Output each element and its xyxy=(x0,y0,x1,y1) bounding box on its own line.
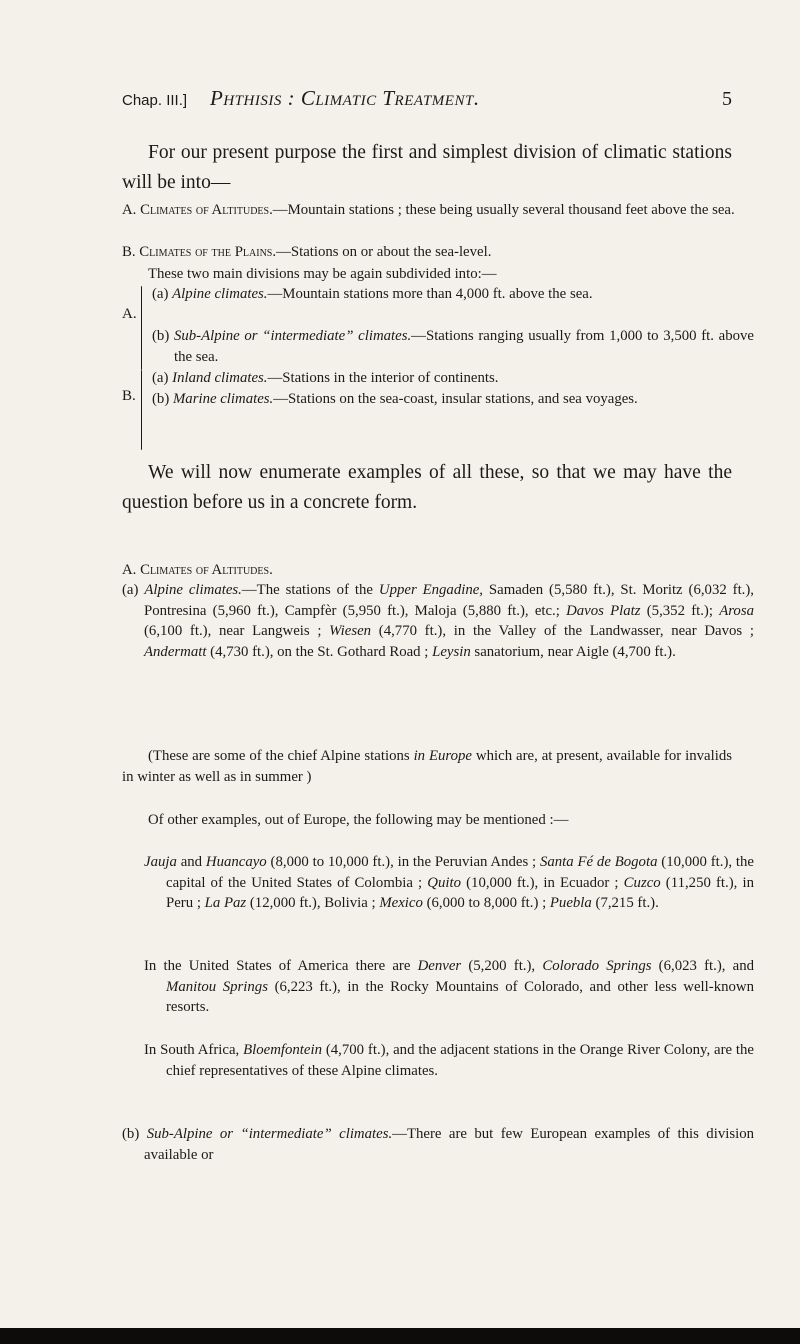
us-paragraph xyxy=(144,956,754,1018)
place-puebla: Puebla xyxy=(549,895,592,911)
europe-note xyxy=(122,746,732,787)
group-b-item-b xyxy=(152,389,754,410)
group-b-item-b-text: —Stations on the sea-coast, insular stations, and sea voyages. xyxy=(273,391,638,407)
place-bogota: Santa Fé de Bogota xyxy=(539,854,658,870)
america-text-8: (7,215 ft.). xyxy=(591,895,659,911)
group-b-item-a-text: —Stations in the interior of continents. xyxy=(267,370,499,386)
alpine-text-7: sanatorium, near Aigle (4,700 ft.). xyxy=(470,643,676,660)
division-a-text: —Mountain stations ; these being usually several thousand feet above the sea. xyxy=(272,202,735,218)
group-a-item-a-title: Alpine climates. xyxy=(172,286,268,302)
place-huancayo: Huancayo xyxy=(205,854,267,870)
division-b-text: —Stations on or about the sea-level. xyxy=(276,244,492,260)
group-a-item-a-text: —Mountain stations more than 4,000 ft. above the sea. xyxy=(267,286,593,302)
america-text-7: (6,000 to 8,000 ft.) ; xyxy=(422,895,550,911)
africa-text-1: In South Africa, xyxy=(144,1042,244,1058)
us-text-3: (6,023 ft.), and xyxy=(651,958,755,974)
group-b-brace xyxy=(141,370,142,450)
place-la-paz: La Paz xyxy=(204,895,247,911)
alpine-title: Alpine climates. xyxy=(144,582,242,598)
europe-note-text-2: which are, at present, available for invalids in winter as well as in summer ) xyxy=(122,748,732,785)
group-a-item-b xyxy=(152,326,754,367)
alpine-place-wiesen: Wiesen xyxy=(329,623,372,639)
group-a-item-a-marker: (a) xyxy=(152,286,169,302)
alpine-place-andermatt: Andermatt xyxy=(144,643,207,660)
running-title: Phthisis : Climatic Treatment. xyxy=(210,86,480,110)
division-b xyxy=(122,242,754,263)
division-a xyxy=(122,200,754,221)
subalpine-text: —There are but few European examples of this division available or xyxy=(144,1126,754,1163)
page-header xyxy=(122,86,732,116)
group-b-item-a-marker: (a) xyxy=(152,370,169,386)
alpine-paragraph xyxy=(122,580,754,662)
division-b-heading: Climates of the Plains. xyxy=(139,244,277,260)
alpine-place-arosa: Arosa xyxy=(719,602,754,619)
group-a-item-a xyxy=(152,284,754,305)
group-b-label: B. xyxy=(122,388,136,404)
group-b-item-a xyxy=(152,368,754,389)
place-denver: Denver xyxy=(417,958,462,974)
scan-edge-bar xyxy=(0,1328,800,1344)
europe-note-text-1: (These are some of the chief Alpine stations xyxy=(148,748,414,764)
group-a-item-b-marker: (b) xyxy=(152,328,170,344)
group-b-item-a-title: Inland climates. xyxy=(172,370,268,386)
america-text-3: (10,000 ft.), the capital of the United States of Colombia ; xyxy=(166,854,754,891)
africa-paragraph xyxy=(144,1040,754,1081)
alpine-text-6: (4,730 ft.), on the St. Gothard Road ; xyxy=(206,643,433,660)
us-text-1: In the United States of America there are xyxy=(144,958,418,974)
alpine-text-1: —The stations of the xyxy=(241,582,379,598)
subalpine-marker: (b) xyxy=(122,1126,140,1142)
division-a-heading: Climates of Altitudes. xyxy=(140,202,273,218)
place-colorado-springs: Colorado Springs xyxy=(542,958,652,974)
page-number: 5 xyxy=(722,88,732,110)
intro-paragraph: For our present purpose the first and simplest division of climatic stations will be into— xyxy=(122,142,732,193)
alpine-place-leysin: Leysin xyxy=(432,643,471,660)
america-text-1: and xyxy=(176,854,206,870)
group-a-brace xyxy=(141,286,142,370)
africa-text-2: (4,700 ft.), and the adjacent stations in the Orange River Colony, are the chief representatives of these Alpine climates. xyxy=(166,1042,754,1079)
chapter-label: Chap. III.] xyxy=(122,92,188,109)
america-paragraph xyxy=(144,852,754,914)
other-examples: Of other examples, out of Europe, the following may be mentioned :— xyxy=(148,812,569,828)
america-text-6: (12,000 ft.), Bolivia ; xyxy=(246,895,380,911)
section-heading: A. Climates of Altitudes. xyxy=(122,562,273,578)
place-quito: Quito xyxy=(427,874,461,891)
us-text-4: (6,223 ft.), in the Rocky Mountains of Colorado, and other less well-known resorts. xyxy=(166,978,754,1015)
enumerate-paragraph: We will now enumerate examples of all these, so that we may have the question before us in a concrete form. xyxy=(122,462,732,513)
group-a-label: A. xyxy=(122,306,137,322)
place-manitou-springs: Manitou Springs xyxy=(166,978,268,995)
place-jauja: Jauja xyxy=(144,854,177,870)
place-mexico: Mexico xyxy=(379,895,423,911)
us-text-2: (5,200 ft.), xyxy=(461,958,543,974)
division-b-label: B. xyxy=(122,244,136,260)
alpine-place-engadine: Upper Engadine, xyxy=(378,582,484,598)
group-b-item-b-title: Marine climates. xyxy=(172,391,274,407)
alpine-text-2: Samaden (5,580 ft.), St. Moritz (6,032 ft.), Pontresina (5,960 ft.), Campfèr (5,950 ft.), Maloja (5,880 ft.), etc.; xyxy=(144,582,755,619)
division-a-label: A. xyxy=(122,202,137,218)
group-a-item-b-text: —Stations ranging usually from 1,000 to 3,500 ft. above the sea. xyxy=(174,328,754,365)
subalpine-paragraph xyxy=(122,1124,754,1165)
america-text-5: (11,250 ft.), in Peru ; xyxy=(166,874,754,911)
place-cuzco: Cuzco xyxy=(623,874,661,891)
subalpine-title: Sub-Alpine or “intermediate” climates. xyxy=(146,1126,393,1142)
alpine-marker: (a) xyxy=(122,582,139,598)
group-a-item-b-title: Sub-Alpine or “intermediate” climates. xyxy=(173,328,412,344)
alpine-text-4: (6,100 ft.), near Langweis ; xyxy=(144,623,330,639)
alpine-text-5: (4,770 ft.), in the Valley of the Landwasser, near Davos ; xyxy=(371,623,754,639)
group-b-item-b-marker: (b) xyxy=(152,391,170,407)
alpine-place-davos: Davos Platz xyxy=(566,602,641,619)
place-bloemfontein: Bloemfontein xyxy=(243,1042,322,1058)
america-text-4: (10,000 ft.), in Ecuador ; xyxy=(461,874,624,891)
america-text-2: (8,000 to 10,000 ft.), in the Peruvian Andes ; xyxy=(266,854,540,870)
subdivide-intro: These two main divisions may be again subdivided into:— xyxy=(148,266,497,282)
europe-note-emphasis: in Europe xyxy=(413,748,473,764)
alpine-text-3: (5,352 ft.); xyxy=(640,602,720,619)
